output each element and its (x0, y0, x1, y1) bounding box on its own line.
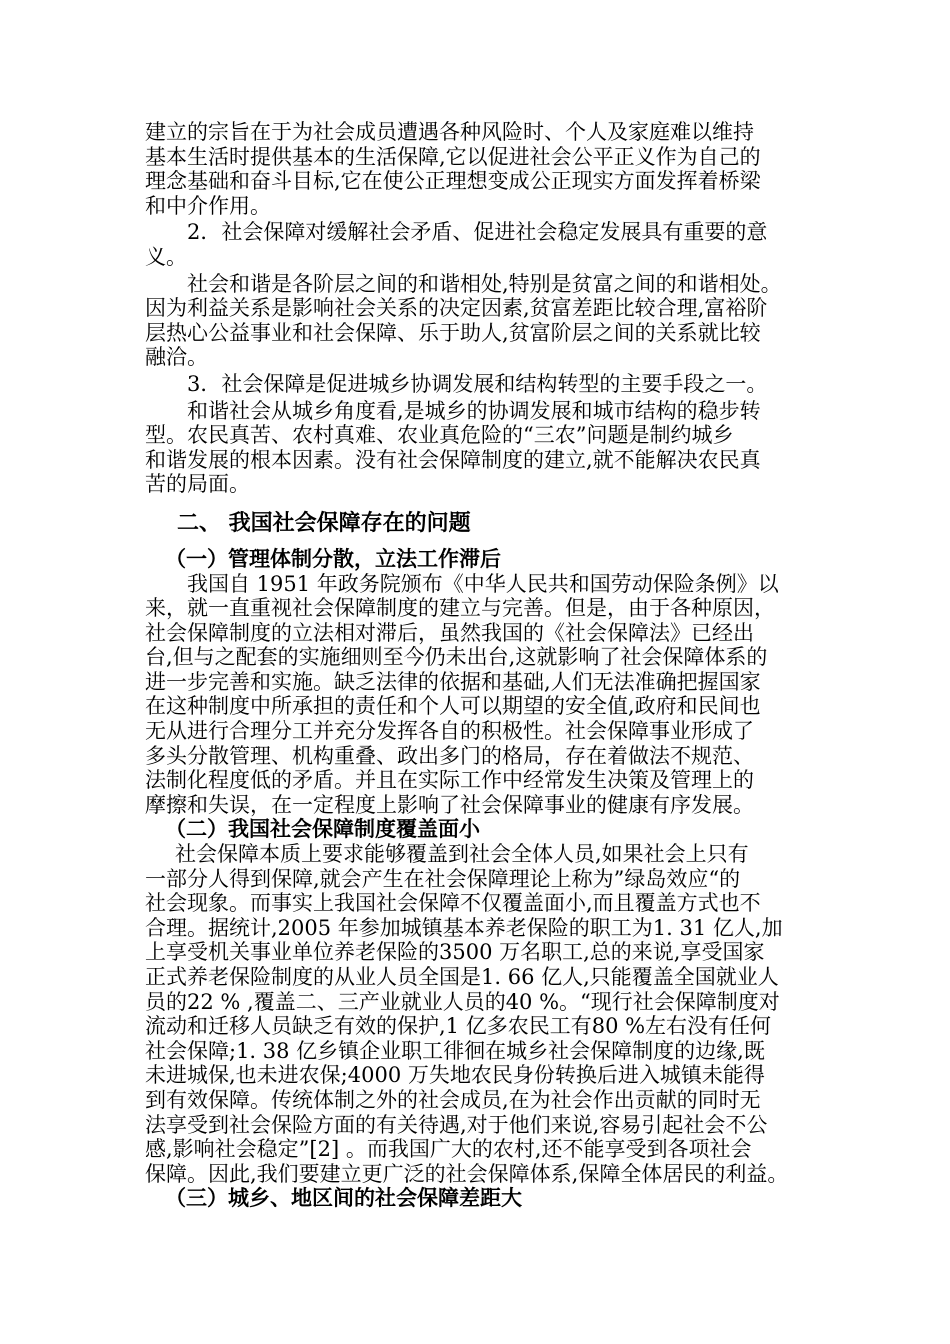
text-line: 社会保障本质上要求能够覆盖到社会全体人员,如果社会上只有 (175, 842, 749, 867)
text-line: 社会现象。而事实上我国社会保障不仅覆盖面小,而且覆盖方式也不 (145, 891, 761, 916)
text-line: 台,但与之配套的实施细则至今仍未出台,这就影响了社会保障体系的 (145, 645, 768, 670)
text-line: 法制化程度低的矛盾。并且在实际工作中经常发生决策及管理上的 (145, 768, 754, 793)
text-line: 社会和谐是各阶层之间的和谐相处,特别是贫富之间的和谐相处。 (187, 271, 782, 296)
text-line: 和中介作用。 (145, 193, 271, 218)
text-line: 融洽。 (145, 345, 208, 370)
text-line: 来，就一直重视社会保障制度的建立与完善。但是，由于各种原因， (145, 596, 775, 621)
paragraph-purpose (145, 120, 825, 218)
text-line: 无从进行合理分工并充分发挥各自的积极性。社会保障事业形成了 (145, 719, 754, 744)
text-line: 义。 (145, 244, 187, 269)
subsection-heading-2: （二）我国社会保障制度覆盖面小 (165, 817, 480, 842)
text-line: 一部分人得到保障,就会产生在社会保障理论上称为”绿岛效应“的 (145, 866, 741, 891)
list-item-3 (145, 372, 825, 397)
text-line: 理念基础和奋斗目标,它在使公正理想变成公正现实方面发挥着桥梁 (145, 169, 761, 194)
text-line: 多头分散管理、机构重叠、政出多门的格局，存在着做法不规范、 (145, 743, 754, 768)
paragraph-urban-rural (145, 399, 825, 497)
document-body (145, 120, 825, 1211)
text-line: 层热心公益事业和社会保障、乐于助人,贫富阶层之间的关系就比较 (145, 320, 761, 345)
text-line: 因为利益关系是影响社会关系的决定因素,贫富差距比较合理,富裕阶 (145, 296, 768, 321)
text-line: 我国自 1951 年政务院颁布《中华人民共和国劳动保险条例》以 (187, 571, 779, 596)
text-line: 在这种制度中所承担的责任和个人可以期望的安全值,政府和民间也 (145, 694, 761, 719)
text-line: 进一步完善和实施。缺乏法律的依据和基础,人们无法准确把握国家 (145, 669, 761, 694)
text-line: 基本生活时提供基本的生活保障,它以促进社会公平正义作为自己的 (145, 144, 761, 169)
subsection-heading-1: （一）管理体制分散，立法工作滞后 (165, 546, 501, 571)
text-line: 合理。据统计,2005 年参加城镇基本养老保险的职工为1. 31 亿人,加 (145, 915, 783, 940)
subsection-heading-3: （三）城乡、地区间的社会保障差距大 (165, 1186, 522, 1211)
text-line: 保障。因此,我们要建立更广泛的社会保障体系,保障全体居民的利益。 (145, 1161, 789, 1186)
paragraph-management (145, 572, 825, 818)
text-line: 到有效保障。传统体制之外的社会成员,在为社会作出贡献的同时无 (145, 1087, 761, 1112)
text-line: 员的22 % ,覆盖二、三产业就业人员的40 %。“现行社会保障制度对 (145, 989, 780, 1014)
text-line: 建立的宗旨在于为社会成员遭遇各种风险时、个人及家庭难以维持 (145, 120, 754, 144)
text-line: 和谐社会从城乡角度看,是城乡的协调发展和城市结构的稳步转 (187, 398, 761, 423)
text-line: 未进城保,也未进农保;4000 万失地农民身份转换后进入城镇未能得 (145, 1063, 765, 1088)
text-line: 型。农民真苦、农村真难、农业真危险的“三农”问题是制约城乡 (145, 423, 734, 448)
list-item-2 (145, 220, 825, 269)
text-line: 社会保障制度的立法相对滞后，虽然我国的《社会保障法》已经出 (145, 620, 754, 645)
text-line: 社会保障;1. 38 亿乡镇企业职工徘徊在城乡社会保障制度的边缘,既 (145, 1038, 765, 1063)
paragraph-harmony (145, 272, 825, 370)
paragraph-coverage (145, 842, 825, 1186)
text-line: 2．社会保障对缓解社会矛盾、促进社会稳定发展具有重要的意 (187, 220, 768, 245)
text-line: 苦的局面。 (145, 472, 250, 497)
text-line: 3．社会保障是促进城乡协调发展和结构转型的主要手段之一。 (187, 371, 768, 396)
text-line: 上享受机关事业单位养老保险的3500 万名职工,总的来说,享受国家 (145, 940, 765, 965)
text-line: 感,影响社会稳定”[2] 。而我国广大的农村,还不能享受到各项社会 (145, 1137, 752, 1162)
text-line: 法享受到社会保险方面的有关待遇,对于他们来说,容易引起社会不公 (145, 1112, 768, 1137)
text-line: 和谐发展的根本因素。没有社会保障制度的建立,就不能解决农民真 (145, 447, 761, 472)
text-line: 正式养老保险制度的从业人员全国是1. 66 亿人,只能覆盖全国就业人 (145, 965, 779, 989)
text-line: 流动和迁移人员缺乏有效的保护,1 亿多农民工有80 %左右没有任何 (145, 1014, 772, 1039)
text-line: 摩擦和失误，在一定程度上影响了社会保障事业的健康有序发展。 (145, 792, 754, 817)
section-heading: 二、 我国社会保障存在的问题 (177, 510, 471, 536)
